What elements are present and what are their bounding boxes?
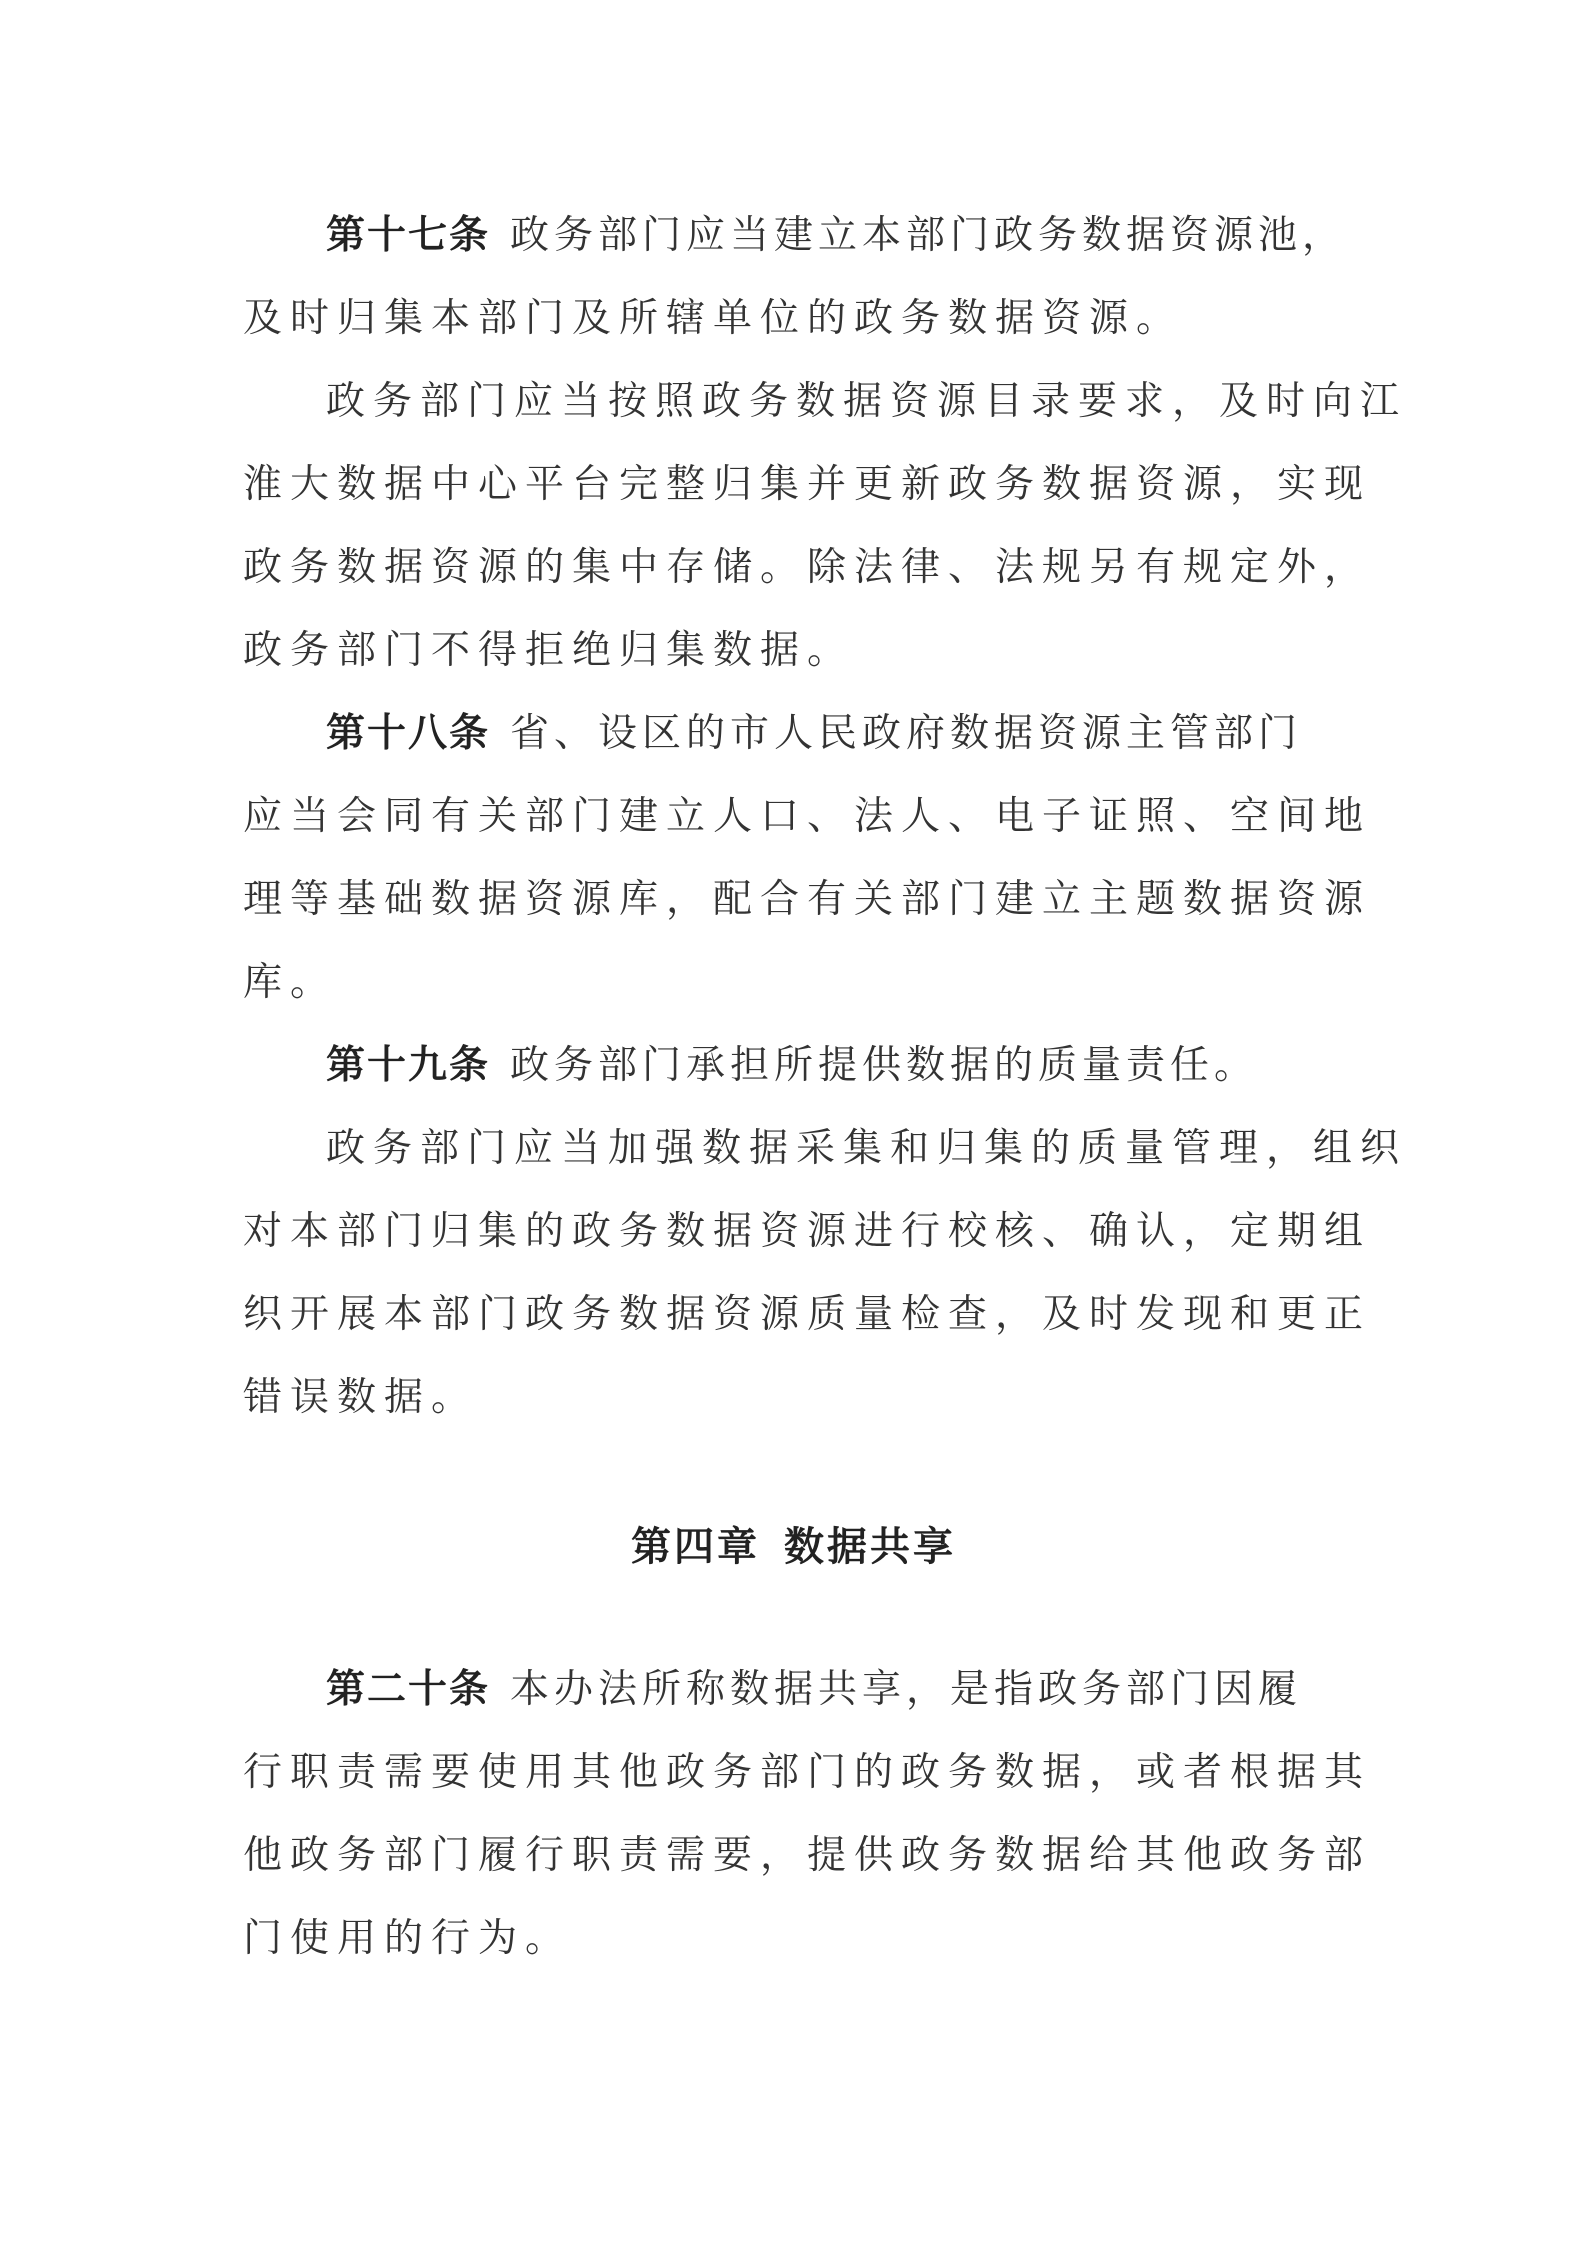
line-text: 他政务部门履行职责需要，提供政务数据给其他政务部 [243,1833,1372,1878]
line-text: 政务部门应当加强数据采集和归集的质量管理，组织 [326,1126,1408,1171]
line-text: 省、设区的市人民政府数据资源主管部门 [510,711,1303,756]
article-number: 第十八条 [326,711,491,756]
line-text: 淮大数据中心平台完整归集并更新政务数据资源，实现 [243,462,1372,507]
line-text: 政务数据资源的集中存储。除法律、法规另有规定外， [243,545,1372,590]
line-text: 库。 [243,960,338,1005]
paragraph-line [326,1124,1407,1174]
paragraph-line [243,460,1371,510]
paragraph-line [243,294,1183,344]
paragraph-line [326,709,1302,759]
paragraph-line [326,377,1407,427]
paragraph-line [243,1373,478,1423]
line-text: 对本部门归集的政务数据资源进行校核、确认，定期组 [243,1209,1372,1254]
paragraph-line [326,1665,1302,1715]
line-text: 政务部门承担所提供数据的质量责任。 [510,1043,1259,1088]
paragraph-line [243,958,337,1008]
line-text: 错误数据。 [243,1375,479,1420]
paragraph-line [243,626,854,676]
line-text: 政务部门不得拒绝归集数据。 [243,628,855,673]
chapter-title: 数据共享 [784,1524,956,1570]
paragraph-line [243,1748,1371,1798]
article-number: 第十九条 [326,1043,491,1088]
chapter-number: 第四章 [631,1524,760,1570]
line-text: 门使用的行为。 [243,1916,573,1961]
line-text: 应当会同有关部门建立人口、法人、电子证照、空间地 [243,794,1372,839]
paragraph-line [326,1041,1258,1091]
line-text: 本办法所称数据共享，是指政务部门因履 [510,1667,1303,1712]
paragraph-line [243,1831,1371,1881]
paragraph-line [243,1914,572,1964]
line-text: 及时归集本部门及所辖单位的政务数据资源。 [243,296,1184,341]
line-text: 政务部门应当建立本部门政务数据资源池， [510,213,1347,258]
paragraph-line [243,792,1371,842]
line-text: 织开展本部门政务数据资源质量检查，及时发现和更正 [243,1292,1372,1337]
paragraph-line [243,1290,1371,1340]
line-text: 政务部门应当按照政务数据资源目录要求，及时向江 [326,379,1408,424]
article-number: 第二十条 [326,1667,491,1712]
article-number: 第十七条 [326,213,491,258]
paragraph-line [243,1207,1371,1257]
line-text: 行职责需要使用其他政务部门的政务数据，或者根据其 [243,1750,1372,1795]
paragraph-line [243,875,1371,925]
paragraph-line [243,543,1371,593]
paragraph-line [326,211,1346,261]
line-text: 理等基础数据资源库，配合有关部门建立主题数据资源 [243,877,1372,922]
chapter-heading [0,1515,1587,1572]
